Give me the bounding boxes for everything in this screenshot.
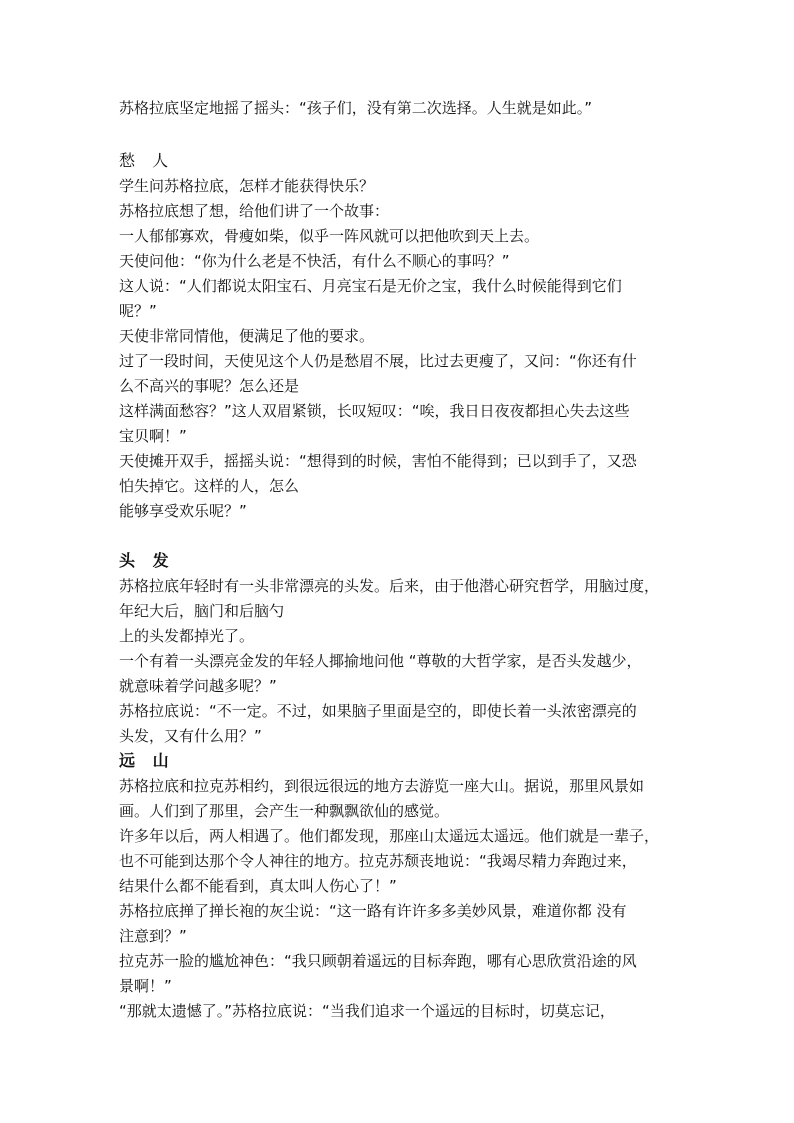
paragraph-line: 呢？” <box>119 302 157 320</box>
paragraph-line: 一个有着一头漂亮金发的年轻人揶揄地问他 “尊敬的大哲学家，是否头发越少， <box>119 652 642 670</box>
paragraph-line: 苏格拉底想了想，给他们讲了一个故事： <box>119 202 390 220</box>
paragraph-line: 能够享受欢乐呢？” <box>119 502 247 520</box>
paragraph-line: “那就太遗憾了。”苏格拉底说：“当我们追求一个遥远的目标时，切莫忘记， <box>119 1002 615 1020</box>
paragraph-line: 画。人们到了那里，会产生一种飘飘欲仙的感觉。 <box>119 802 450 820</box>
paragraph-line: 学生问苏格拉底，怎样才能获得快乐？ <box>119 177 375 195</box>
paragraph-line: 这人说：“人们都说太阳宝石、月亮宝石是无价之宝，我什么时候能得到它们 <box>119 277 622 295</box>
paragraph-line: 上的头发都掉光了。 <box>119 627 255 645</box>
paragraph-line: 头发，又有什么用？” <box>119 727 262 745</box>
section-heading-chouren: 愁 人 <box>119 151 175 170</box>
paragraph-line: 苏格拉底和拉克苏相约，到很远很远的地方去游览一座大山。据说，那里风景如 <box>119 777 645 795</box>
paragraph-line: 也不可能到达那个令人神往的地方。拉克苏颓丧地说：“我竭尽精力奔跑过来， <box>119 852 637 870</box>
paragraph-line: 苏格拉底掸了掸长袍的灰尘说：“这一路有许许多多美妙风景，难道你都 没有 <box>119 902 627 920</box>
paragraph-line: 景啊！” <box>119 977 172 995</box>
paragraph-line: 过了一段时间，天使见这个人仍是愁眉不展，比过去更瘦了，又问：“你还有什 <box>119 352 637 370</box>
paragraph-line: 就意味着学问越多呢？” <box>119 677 277 695</box>
paragraph-line: 拉克苏一脸的尴尬神色：“我只顾朝着遥远的目标奔跑，哪有心思欣赏沿途的风 <box>119 952 637 970</box>
paragraph-line: 注意到？” <box>119 927 187 945</box>
paragraph-line: 天使非常同情他，便满足了他的要求。 <box>119 327 375 345</box>
document-page <box>119 0 679 1123</box>
paragraph-line: 苏格拉底年轻时有一头非常漂亮的头发。后来，由于他潜心研究哲学，用脑过度， <box>119 577 660 595</box>
paragraph-line: 宝贝啊！” <box>119 427 187 445</box>
paragraph-line: 苏格拉底坚定地摇了摇头：“孩子们，没有第二次选择。人生就是如此。” <box>119 99 593 117</box>
paragraph-line: 么不高兴的事呢？怎么还是 <box>119 377 300 395</box>
paragraph-line: 怕失掉它。这样的人，怎么 <box>119 477 300 495</box>
paragraph-line: 天使问他：“你为什么老是不快活，有什么不顺心的事吗？” <box>119 252 510 270</box>
paragraph-line: 一人郁郁寡欢，骨瘦如柴，似乎一阵风就可以把他吹到天上去。 <box>119 227 540 245</box>
paragraph-line: 许多年以后，两人相遇了。他们都发现，那座山太遥远太遥远。他们就是一辈子， <box>119 827 660 845</box>
paragraph-line: 这样满面愁容？”这人双眉紧锁，长叹短叹：“唉，我日日夜夜都担心失去这些 <box>119 402 630 420</box>
paragraph-line: 年纪大后，脑门和后脑勺 <box>119 602 285 620</box>
section-heading-toufa: 头 发 <box>119 551 175 570</box>
paragraph-line: 结果什么都不能看到，真太叫人伤心了！” <box>119 877 397 895</box>
section-heading-yuanshan: 远 山 <box>119 751 175 770</box>
paragraph-line: 天使摊开双手，摇摇头说：“想得到的时候，害怕不能得到；已以到手了，又恐 <box>119 452 637 470</box>
paragraph-line: 苏格拉底说：“不一定。不过，如果脑子里面是空的，即使长着一头浓密漂亮的 <box>119 702 637 720</box>
